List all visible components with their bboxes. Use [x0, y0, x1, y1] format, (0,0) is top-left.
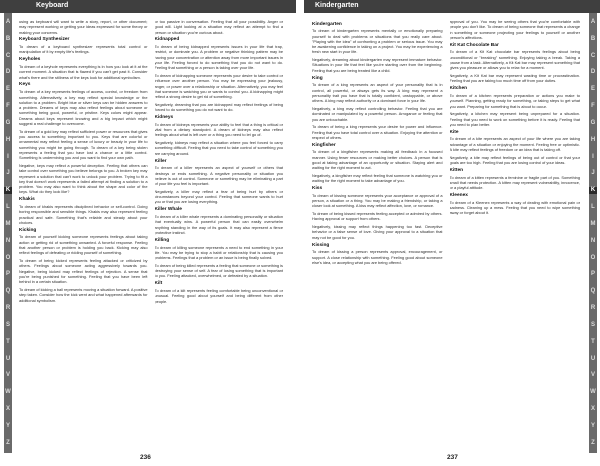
text-column — [19, 19, 148, 447]
alphabet-letter: A — [590, 19, 596, 25]
alphabet-letter: B — [590, 35, 596, 42]
alphabet-letter: W — [5, 389, 11, 396]
text-column — [312, 19, 443, 447]
alphabet-letter: H — [590, 136, 596, 143]
alphabet-letter: G — [5, 119, 11, 126]
entry-heading: Kiss — [312, 186, 323, 192]
alphabet-letter: Q — [590, 288, 596, 295]
alphabet-letter: I — [7, 153, 9, 160]
entry-paragraph: To dream of kissing someone represents your acceptance or approval of a person, a situation or a thing. You may be making a friendship, or taking a closer look at something. A kiss may reflect affection, love, or romance. — [312, 192, 443, 209]
alphabet-letter: W — [590, 389, 596, 396]
entry-paragraph: To dream of a Kleenex represents a way of dealing with emotional pain or sadness. Cleaning up a mess. Feeling that you need to wipe something away or forget about it. — [449, 199, 580, 216]
entry-paragraph: Negatively, a Kit Kat bar may represent wasting time or procrastination. Feeling that you are taking too much time off from your duties. — [449, 73, 580, 84]
entry-heading: Kleenex — [449, 192, 468, 198]
alphabet-letter: X — [5, 406, 10, 413]
entry-paragraph: using as keyboard will want to write a story, report, or other document; may represent working or getting your ideas expressed for some theory or making your concerns. — [19, 19, 148, 35]
alphabet-letter: Z — [6, 439, 10, 446]
entry-paragraph: To dream of kicking a ball represents moving a situation forward. A positive step taken. Consider how the kick went and what happened afterwards for additional symbolism. — [19, 286, 148, 303]
entry-paragraph: To dream of kindergarten represents mentally or emotionally preparing yourself to deal with problems or situations that you really care about. "Playing with the idea" of confronting a problem or serious issue. You may be awakening confidence in taking on a project. You may be experiencing a fresh new start in your life. — [312, 28, 443, 55]
entry-paragraph: To dream of a kitchen represents preparation or actions you make to yourself. Planning, getting ready for something, or taking steps to get what you want. Preparing for something that is about to occur. — [449, 92, 580, 109]
entry-heading: Kitten — [449, 167, 464, 173]
entry-paragraph: To dream of being kidnapped represents issues in your life that trap, restrict, or dominate you. A problem or negative thinking pattern may be having your concentration or attention away from more important issues in your life. Feeling forced to do something that you do not want to do. Feeling that something or a person is taking over your life. — [154, 44, 283, 71]
entry-paragraph: To dream of a Kit Kat chocolate bar represents feelings about being unconditional or "breaking" something. Enjoying taking a break. Taking a pause from a task. Alternatively, a Kit Kat bar may represent something that gives you pleasure or allows you to relax for a moment. — [449, 49, 580, 71]
alphabet-letter: R — [590, 305, 596, 312]
alphabet-index — [589, 13, 597, 453]
alphabet-letter: O — [5, 254, 11, 261]
entry-paragraph: To dream of being killed represents a feeling that someone or something is destroying your sense of self. A fear of losing something that is important to you. Feeling attacked, overwhelmed, or defeated by a situation. — [154, 262, 283, 279]
entry-paragraph: To dream of a gold key may reflect sufficient power or resources that gives you access to something important to you. Keys that are colorful or ornamental may reflect feeling a sense of luxury or beauty in your life to something you might be going through. To dream of a key being stolen represents a feeling that you have lost a chance or a little control. Something is undermining you and you want to find your own path. — [19, 128, 148, 161]
alphabet-letter: O — [590, 254, 596, 261]
alphabet-letter: H — [5, 136, 11, 143]
entry-paragraph: or too passive in conversation. Feeling that all your possibility. Anger or good will. Light looking at a situation may reflect an attempt to find a person or situation you're curious about. — [154, 19, 283, 35]
running-header: Kindergarten — [315, 2, 359, 9]
alphabet-letter: E — [590, 86, 595, 93]
entry-paragraph: To dream of yourself kicking someone represents feelings about taking action or getting rid of something unwanted. A forceful response. Feeling that another person or problem is holding you back. Kicking may also reflect feelings of defeating or ridding yourself of something. — [19, 234, 148, 256]
entry-heading: Kindergarten — [312, 21, 342, 27]
entry-paragraph: To dream of a killer whale represents a dominating personality or situation that eventually wins. A powerful person that can easily overwhelm anything standing in the way of its goals. It may also represent a fierce protective instinct. — [154, 214, 283, 235]
text-column — [450, 19, 581, 447]
alphabet-letter: L — [591, 204, 595, 211]
entry-paragraph: Negatively, a kingfisher may reflect feeling that someone is watching you or waiting for the right moment to take advantage of you. — [312, 172, 443, 184]
alphabet-letter: Y — [590, 422, 595, 429]
entry-paragraph: To dream of a killer represents an aspect of yourself or others that destroys or ends something. A negative personality or situation you believe is out of control. Someone or something may be eliminating a part of your life you feel is important. — [154, 165, 283, 187]
entry-heading: Kit Kat Chocolate Bar — [449, 42, 499, 48]
entry-heading: Kite — [449, 129, 459, 135]
alphabet-letter: P — [590, 271, 595, 278]
alphabet-letter: M — [590, 220, 596, 227]
entry-paragraph: Negatively, a king may reflect controlling behavior. Feeling that you are dominated or manipulated by a powerful person. Arrogance or feeling that you are untouchable. — [312, 105, 443, 122]
entry-paragraph: To dream of killing someone represents a need to end something in your life. You may be trying to stop a habit or relationship that is causing you problems. Feelings that a problem or an issue is being finally solved. — [154, 244, 283, 261]
entry-paragraph: Negatively, kissing may reflect things happening too fast. Deceptive behavior or a false sense of love. Giving your approval to a situation that may not be good for you. — [312, 224, 443, 240]
entry-paragraph: Negatively, a kite may reflect feelings of being out of control or that your goals are too high. Feeling that you are losing control of your ideas. — [449, 154, 580, 165]
entry-heading: Kidneys — [154, 115, 174, 121]
alphabet-letter: M — [5, 220, 11, 227]
alphabet-letter: B — [5, 35, 11, 42]
entry-paragraph: To dream of a keyboard synthesizer represents total control or manipulation of it by empty life's feelings. — [19, 44, 148, 55]
entry-paragraph: To dream of kidnapping someone represents your desire to take control or influence over another person. You may be expressing your jealousy, anger, or power over a relationship or situation. Alternatively, you may feel that someone is watching you or wants to control you. A kidnapping might reflect a strong desire to get rid of something. — [154, 73, 283, 100]
alphabet-letter: L — [6, 204, 10, 211]
entry-paragraph: To dream of a kilt represents feeling comfortable being unconventional or unusual. Feeling good about yourself and being different from other people. — [154, 288, 283, 304]
running-header: Keyboard — [36, 2, 69, 9]
entry-heading: Kilt — [154, 281, 163, 287]
entry-paragraph: To dream of being kissed represents feeling accepted or admired by others. Having approval or support from others. — [312, 211, 443, 222]
alphabet-letter: U — [590, 355, 596, 362]
alphabet-letter: K — [590, 187, 596, 194]
entry-heading: Kidnapped — [154, 37, 180, 43]
entry-paragraph: To dream of a kitten represents a feminine or fragile part of you. Something small that needs protection. A kitten may represent vulnerability, innocence, or a playful attitude. — [449, 174, 580, 191]
page-number: 236 — [140, 454, 151, 461]
entry-heading: Killer — [154, 158, 167, 164]
entry-paragraph: Negative, keys may reflect a powerful deception. Feeling that others can take control over something you believe belongs to you. A broken key may represent a solution that can't work to unlock your problem. Trying to fit a key that doesn't work represents a failed attempt at finding a solution to a problem. You may also want to think about the shape and color of the keys. What do they look like? — [19, 162, 148, 195]
entry-heading: Keyboard Synthesizer — [19, 37, 70, 43]
entry-paragraph: To dream of a key represents feelings of access, control, or freedom from something. Alternatively, a key may reflect special knowledge or the solution to a problem. Bright blue or silver keys can be hidden answers to a problem. Dreams of keys may also reflect feelings about someone or something being good, powerful, or pristine. Keys colors might appear. Dreams about keys represent knowing and a big impact which might suggest a real challenge to overcome. — [19, 89, 148, 127]
entry-paragraph: Negatively, dreaming that you are kidnapped may reflect feelings of being forced to do something you do not want to do. — [154, 101, 283, 113]
alphabet-letter: A — [5, 19, 11, 25]
page-number: 237 — [447, 454, 458, 461]
entry-paragraph: To dream of a kite represents an aspect of your life where you are taking advantage of a situation or enjoying the moment. Feeling free or optimistic. A kite may reflect feelings of freedom or an idea that is taking off. — [449, 136, 580, 153]
entry-heading: Keys — [19, 82, 31, 88]
text-columns — [19, 19, 283, 447]
header-bar — [304, 0, 600, 13]
alphabet-letter: S — [5, 321, 10, 328]
alphabet-letter: P — [5, 271, 10, 278]
entry-heading: Kissing — [312, 242, 330, 248]
alphabet-index — [4, 13, 12, 453]
alphabet-letter: Z — [591, 439, 595, 446]
alphabet-letter: Y — [5, 422, 10, 429]
entry-heading: Kicking — [19, 227, 37, 233]
entry-heading: Kingfisher — [312, 142, 336, 148]
header-bar — [0, 0, 296, 13]
alphabet-letter: F — [6, 103, 10, 110]
right-page — [300, 0, 600, 466]
alphabet-letter: I — [592, 153, 594, 160]
entry-paragraph: Negatively, kidneys may reflect a situation where you feel forced to carry something difficult. Feeling that you need to take control of something you are carrying around. — [154, 140, 283, 156]
alphabet-letter: D — [5, 69, 11, 76]
entry-paragraph: To dream of a keyhole represents everything is in how you look at it at the current moment. A situation that is flawed if you can't get past it. Consider what's there and the stillness of the keys look for additional symbolism. — [19, 64, 148, 80]
entry-heading: Killing — [154, 237, 170, 243]
alphabet-letter: F — [591, 103, 595, 110]
alphabet-letter: N — [5, 237, 11, 244]
alphabet-letter: R — [5, 305, 11, 312]
alphabet-letter: J — [6, 170, 10, 177]
entry-paragraph: To dream of kissing a person represents approval, encouragement, or support. A close relationship with something. Feeling good about someone else's idea, or accepting what you are being offered. — [312, 249, 443, 265]
alphabet-letter: K — [5, 187, 11, 194]
alphabet-letter: G — [590, 119, 596, 126]
entry-paragraph: Negatively, dreaming about kindergarten may represent immature behavior. Situations in your life that feel like you're starting over from the beginning. Feeling that you are being treated like a child. — [312, 57, 443, 73]
alphabet-letter: T — [591, 338, 595, 345]
alphabet-letter: J — [591, 170, 595, 177]
entry-paragraph: Negatively, a killer may reflect a fear of being hurt by others or circumstances beyond your control. Feeling that someone wants to hurt you or that you are losing everything. — [154, 188, 283, 205]
alphabet-letter: S — [590, 321, 595, 328]
entry-paragraph: To dream of being kicked represents feeling attacked or criticized by others. Feelings about someone acting aggressively towards you. Negative, being kicked may reflect feelings of rejection. A sense that you're being punished for something. Feeling that you have been left behind in a certain situation. — [19, 258, 148, 285]
alphabet-letter: U — [5, 355, 11, 362]
alphabet-letter: X — [590, 406, 595, 413]
alphabet-letter: C — [5, 52, 11, 59]
entry-heading: Killer Whale — [154, 207, 182, 213]
alphabet-letter: E — [5, 86, 10, 93]
entry-paragraph: To dream of a kingfisher represents making all feedback in a focused manner. Using fewer resources or making better choices. A person that is good at taking advantage of an opportunity or situation. Staying alert and waiting for the right moment to act. — [312, 149, 443, 171]
entry-heading: Kitchen — [449, 86, 468, 92]
entry-paragraph: To dream of a king represents an aspect of your personality that is in control, all powerful, or always gets its way. A king may represent a personality trait you have that is totally confident, unstoppable, or above others. A king may reflect authority or a dominant force in your life. — [312, 82, 443, 104]
entry-paragraph: Negatively, a kitchen may represent being unprepared for a situation. Feeling that you need to work on something before it is ready. Feeling that you need to plan better. — [449, 111, 580, 127]
text-column — [155, 19, 284, 447]
alphabet-letter: D — [590, 69, 596, 76]
alphabet-letter: Q — [5, 288, 11, 295]
entry-paragraph: To dream of kidneys represents your ability to feel that a thing is critical or vital from a dietary standpoint. A dream of kidneys may also reflect feelings about what is left over or a thing you need to let go of. — [154, 121, 283, 138]
alphabet-letter: C — [590, 52, 596, 59]
alphabet-letter: V — [5, 372, 10, 379]
entry-heading: Khakis — [19, 197, 35, 203]
entry-heading: King — [312, 75, 323, 81]
entry-paragraph: To dream of khakis represents disciplined behavior or self-control. Doing boring responsible and sensible things. Khakis may also represent feeling practical and safe. Something that's reliable and steady about your choices. — [19, 203, 148, 225]
entry-heading: Keyholes — [19, 57, 41, 63]
entry-paragraph: To dream of being a king represents your desire for power and influence. Feeling that you have total control over a situation. Enjoying the attention or respect of others. — [312, 124, 443, 140]
entry-paragraph: approval of you. You may be seeing others that you're comfortable with people you don't like. To dream of being someone that represents a change in something or someone projecting your feelings to yourself or another person's affections. — [449, 19, 580, 40]
alphabet-letter: T — [6, 338, 10, 345]
alphabet-letter: V — [590, 372, 595, 379]
alphabet-letter: N — [590, 237, 596, 244]
text-columns — [312, 19, 580, 447]
